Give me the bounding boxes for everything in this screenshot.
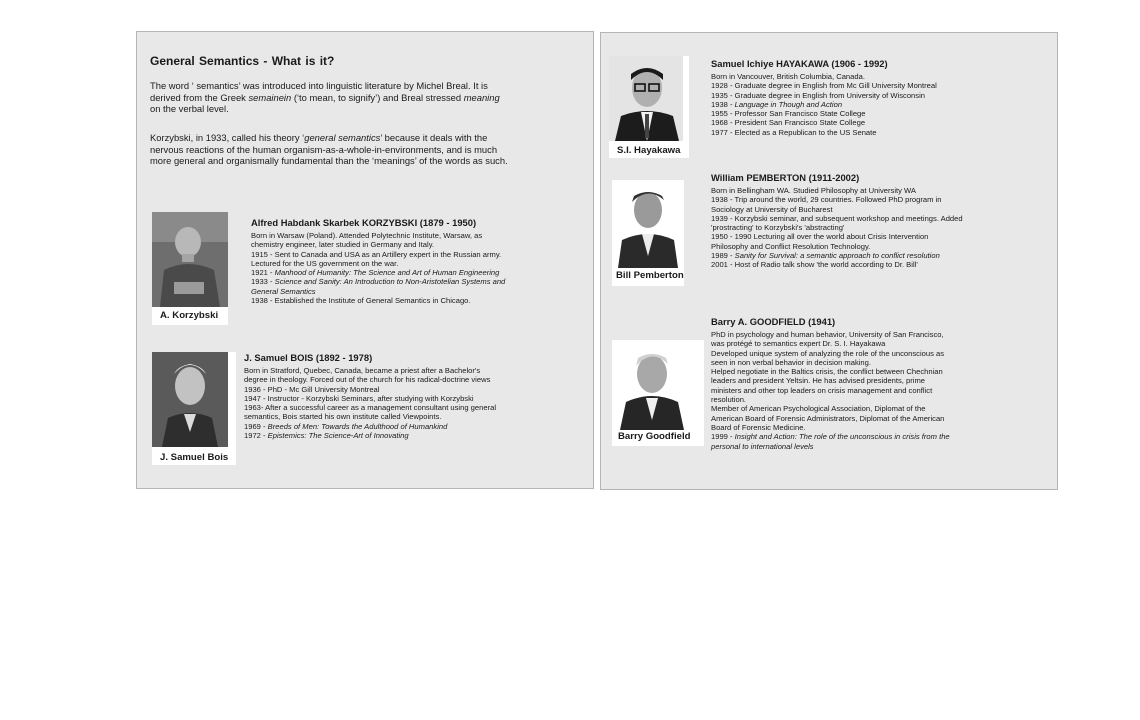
bio-line: degree in theology. Forced out of the church for his radical-doctrine views xyxy=(244,375,491,385)
bio-book-title: Science and Sanity: An Introduction to Non-Aristotelian Systems and xyxy=(274,277,506,287)
bio-line: 1936 - PhD - Mc Gill University Montreal xyxy=(244,384,380,394)
hayakawa-portrait xyxy=(609,56,683,141)
goodfield-photo-card xyxy=(612,340,704,446)
korzybski-bio xyxy=(251,217,505,305)
bio-line xyxy=(711,251,963,260)
hayakawa-name: Samuel Ichiye HAYAKAWA (1906 - 1992) xyxy=(711,58,888,69)
bio-line: 'prostracting' to Korzybski's 'abstracting' xyxy=(711,223,845,233)
pemberton-caption: Bill Pemberton xyxy=(616,270,684,281)
bois-portrait xyxy=(152,352,228,447)
bio-book-title: Epistemics: The Science-Art of Innovating xyxy=(267,431,409,441)
bio-book-title: General Semantics xyxy=(251,286,316,296)
bio-line: Born in Bellingham WA. Studied Philosophy at University WA xyxy=(711,186,916,195)
intro-p2-line2: nervous reactions of the human organism-as-a-whole-in-environments, and is much xyxy=(150,143,498,155)
bio-year: 1999 - xyxy=(711,432,735,442)
bio-line xyxy=(251,268,505,277)
bio-line: semantics, Bois started his own institute called Viewpoints. xyxy=(244,412,442,422)
bio-line: American Board of Forensic Administrators, Diplomat of the American xyxy=(711,413,945,423)
bio-line: 1977 - Elected as a Republican to the US Senate xyxy=(711,127,877,137)
hayakawa-photo-card xyxy=(609,56,689,158)
bio-line: Developed unique system of analyzing the role of the unconscious as xyxy=(711,348,945,358)
bio-year: 1989 - xyxy=(711,251,735,261)
bio-line: Sociology at University of Bucharest xyxy=(711,204,833,214)
intro-p2-text: Korzybski, in 1933, called his theory ‘ xyxy=(150,132,305,143)
bio-line: resolution. xyxy=(711,395,747,405)
goodfield-bio xyxy=(711,316,950,451)
intro-paragraph-2 xyxy=(150,132,570,167)
intro-p1-text: derived from the Greek xyxy=(150,91,249,103)
bio-line xyxy=(711,442,950,451)
bois-caption: J. Samuel Bois xyxy=(160,452,229,463)
bio-year: 1921 - xyxy=(251,268,275,278)
bio-year: 1972 - xyxy=(244,431,268,441)
bio-line: 1947 - Instructor - Korzybski Seminars, after studying with Korzybski xyxy=(244,393,474,403)
bio-line: Board of Forensic Medicine. xyxy=(711,422,806,432)
intro-paragraph-1 xyxy=(150,80,570,115)
intro-p2-text: ’ because it deals with the xyxy=(380,132,488,143)
bio-line: seen in non verbal behavior in decision making. xyxy=(711,357,871,367)
bio-line: 1928 - Graduate degree in English from Mc Gill University Montreal xyxy=(711,81,937,91)
bio-line: 2001 - Host of Radio talk show 'the world according to Dr. Bill' xyxy=(711,260,918,270)
hayakawa-caption: S.I. Hayakawa xyxy=(617,145,681,156)
bio-line xyxy=(711,100,937,109)
hayakawa-bio xyxy=(711,58,937,137)
goodfield-portrait xyxy=(612,340,690,430)
bio-line: ministers and other top leaders on crisis management and conflict xyxy=(711,385,933,395)
korzybski-caption: A. Korzybski xyxy=(160,310,219,321)
bio-line: Member of American Psychological Association, Diplomat of the xyxy=(711,404,926,414)
korzybski-name: Alfred Habdank Skarbek KORZYBSKI (1879 - 1950) xyxy=(251,217,477,228)
bois-photo-card xyxy=(152,352,236,465)
bio-line: Born in Stratford, Quebec, Canada, became a priest after a Bachelor's xyxy=(244,366,481,375)
pemberton-photo-card xyxy=(612,180,684,286)
pemberton-name: William PEMBERTON (1911-2002) xyxy=(711,172,860,183)
goodfield-name: Barry A. GOODFIELD (1941) xyxy=(711,316,836,327)
bio-line: chemistry engineer, later studied in Germany and Italy. xyxy=(251,240,435,250)
bois-name: J. Samuel BOIS (1892 - 1978) xyxy=(244,352,373,363)
bois-bio xyxy=(244,352,496,440)
bio-line: 1935 - Graduate degree in English from University of Wisconsin xyxy=(711,90,925,100)
bio-line: Philosophy and Conflict Resolution Technology. xyxy=(711,241,871,251)
intro-title: General Semantics - What is it? xyxy=(150,54,335,68)
bio-year: 1938 - xyxy=(711,99,735,109)
bio-line: Born in Warsaw (Poland). Attended Polytechnic Institute, Warsaw, as xyxy=(251,231,483,240)
bio-line xyxy=(244,431,496,440)
bio-line: Lectured for the US government on the war. xyxy=(251,258,399,268)
bio-line: 1955 - Professor San Francisco State College xyxy=(711,109,866,119)
bio-line: 1938 - Established the Institute of General Semantics in Chicago. xyxy=(251,296,471,306)
intro-p1-italic-word: meaning xyxy=(463,91,500,103)
bio-book-title: Sanity for Survival: a semantic approach to conflict resolution xyxy=(734,251,940,261)
intro-p2-italic: general semantics xyxy=(304,132,381,143)
bio-line: 1963- After a successful career as a management consultant using general xyxy=(244,403,497,413)
intro-p1-line1: The word ‘ semantics’ was introduced into linguistic literature by Michel Breal. It is xyxy=(150,80,488,91)
bio-line: Helped negotiate in the Baltics crisis, the conflict between Chechnian xyxy=(711,367,943,377)
bio-year: 1969 - xyxy=(244,421,268,431)
bio-book-title: Insight and Action: The role of the unconscious in crisis from the xyxy=(734,432,950,442)
bio-year: 1933 - xyxy=(251,277,275,287)
goodfield-caption: Barry Goodfield xyxy=(618,431,691,442)
bio-line xyxy=(711,432,950,441)
bio-book-title: Language in Though and Action xyxy=(734,99,843,109)
bio-line: 1938 - Trip around the world, 29 countries. Followed PhD program in xyxy=(711,195,942,205)
intro-p1-italic-word: semainein xyxy=(248,91,292,103)
bio-line xyxy=(251,277,505,286)
bio-line xyxy=(251,287,505,296)
bio-line: leaders and president Yeltsin. He has advised presidents, prime xyxy=(711,376,926,386)
bio-line: 1968 - President San Francisco State College xyxy=(711,118,866,128)
bio-line: 1915 - Sent to Canada and USA as an Artillery expert in the Russian army. xyxy=(251,249,502,259)
korzybski-portrait xyxy=(152,212,228,307)
bio-book-title: personal to international levels xyxy=(711,441,814,451)
bio-line: was protégé to semantics expert Dr. S. I. Hayakawa xyxy=(711,339,886,349)
intro-p2-line3: more general and organismally fundamental than the ‘meanings’ of the words as such. xyxy=(150,155,508,167)
korzybski-photo-card xyxy=(152,212,228,325)
bio-line: Born in Vancouver, British Columbia, Canada. xyxy=(711,72,865,81)
bio-book-title: Manhood of Humanity: The Science and Art of Human Engineering xyxy=(274,268,500,278)
bio-book-title: Breeds of Men: Towards the Adulthood of Humankind xyxy=(267,421,448,431)
bio-line: 1939 - Korzybski seminar, and subsequent workshop and meetings. Added xyxy=(711,213,963,223)
bio-line: PhD in psychology and human behavior, University of San Francisco, xyxy=(711,330,944,339)
intro-p1-text: (‘to mean, to signify’) and Breal stressed xyxy=(291,91,464,103)
pemberton-bio xyxy=(711,172,963,270)
bio-line: 1950 - 1990 Lecturing all over the world about Crisis Intervention xyxy=(711,232,929,242)
intro-p1-line3: on the verbal level. xyxy=(150,103,229,115)
pemberton-portrait xyxy=(612,180,684,268)
bio-line xyxy=(244,422,496,431)
